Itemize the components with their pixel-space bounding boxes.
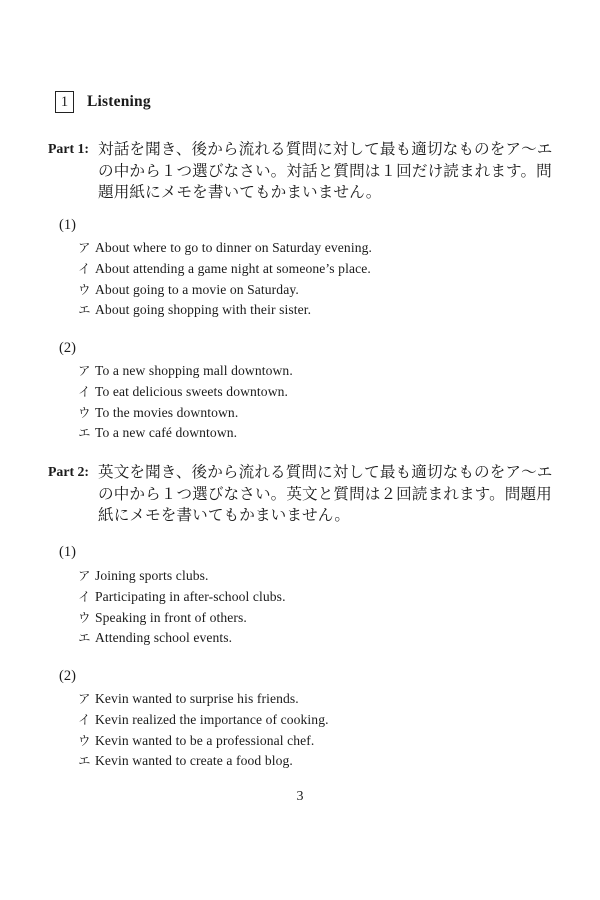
part2-label: Part 2:: [48, 464, 89, 479]
part2-question1-number: (1): [59, 544, 76, 560]
option-marker-u: ウ: [78, 610, 91, 625]
option-marker-a: ア: [78, 241, 91, 255]
part1-instructions: [98, 139, 560, 204]
section-title: Listening: [87, 93, 151, 110]
instruction-line: の中から１つ選びなさい。対話と質問は１回だけ読まれます。問: [98, 162, 552, 180]
part1-label: Part 1:: [48, 141, 89, 156]
option-row: [78, 608, 286, 629]
option-text: Speaking in front of others.: [95, 609, 247, 625]
part1-question2-number: (2): [59, 340, 76, 356]
part1-question1-number: (1): [59, 217, 76, 233]
option-text: About going shopping with their sister.: [95, 302, 312, 318]
instruction-line: 題用紙にメモを書いてもかまいません。: [98, 184, 382, 202]
part1-block: [48, 139, 560, 204]
option-row: [78, 423, 293, 444]
part2-question1-options: [78, 566, 286, 649]
option-row: [78, 566, 286, 587]
option-text: About going to a movie on Saturday.: [95, 281, 299, 297]
option-row: [78, 710, 329, 731]
option-row: [78, 751, 329, 772]
option-marker-i: イ: [78, 712, 91, 727]
option-marker-e: エ: [78, 631, 91, 646]
option-row: [78, 280, 372, 301]
option-row: [78, 689, 329, 710]
option-text: To a new café downtown.: [95, 425, 238, 441]
option-text: To the movies downtown.: [95, 404, 239, 420]
part1-question1-options: [78, 238, 372, 321]
option-row: [78, 403, 293, 424]
instruction-line: 紙にメモを書いてもかまいません。: [98, 507, 351, 525]
option-row: [78, 587, 286, 608]
section-header: [55, 91, 151, 113]
option-text: Kevin wanted to create a food blog.: [95, 753, 293, 769]
instruction-line: の中から１つ選びなさい。英文と質問は２回読まれます。問題用: [98, 485, 552, 503]
option-text: About where to go to dinner on Saturday evening.: [95, 240, 372, 255]
instruction-line: 英文を聞き、後から流れる質問に対して最も適切なものをア～エ: [98, 464, 553, 481]
section-number: 1: [60, 93, 69, 110]
option-text: To eat delicious sweets downtown.: [95, 383, 289, 399]
option-row: [78, 238, 372, 259]
part2-question2-options: [78, 689, 329, 772]
option-text: Kevin realized the importance of cooking.: [95, 711, 329, 727]
option-row: [78, 361, 293, 382]
option-text: Participating in after-school clubs.: [95, 588, 286, 604]
option-text: Attending school events.: [95, 630, 233, 646]
option-row: [78, 300, 372, 321]
option-marker-e: エ: [78, 754, 91, 769]
option-marker-a: ア: [78, 692, 91, 706]
option-row: [78, 382, 293, 403]
option-text: Kevin wanted to surprise his friends.: [95, 691, 299, 706]
instruction-line: 対話を聞き、後から流れる質問に対して最も適切なものをア～エ: [98, 141, 553, 158]
option-marker-e: エ: [78, 426, 91, 441]
option-marker-i: イ: [78, 384, 91, 399]
option-marker-u: ウ: [78, 733, 91, 748]
part2-block: [48, 462, 560, 527]
part2-instructions: [98, 462, 560, 527]
option-marker-a: ア: [78, 364, 91, 378]
option-text: About attending a game night at someone’s place.: [95, 260, 371, 276]
part1-question2-options: [78, 361, 293, 444]
option-marker-i: イ: [78, 261, 91, 276]
option-text: To a new shopping mall downtown.: [95, 363, 293, 378]
option-marker-a: ア: [78, 569, 91, 583]
option-marker-u: ウ: [78, 282, 91, 297]
option-text: Kevin wanted to be a professional chef.: [95, 732, 315, 748]
option-marker-i: イ: [78, 589, 91, 604]
part2-question2-number: (2): [59, 668, 76, 684]
option-text: Joining sports clubs.: [95, 568, 209, 583]
page-number: 3: [296, 789, 304, 804]
option-marker-e: エ: [78, 303, 91, 318]
option-row: [78, 628, 286, 649]
section-number-box: [55, 91, 74, 113]
option-marker-u: ウ: [78, 405, 91, 420]
option-row: [78, 731, 329, 752]
option-row: [78, 259, 372, 280]
